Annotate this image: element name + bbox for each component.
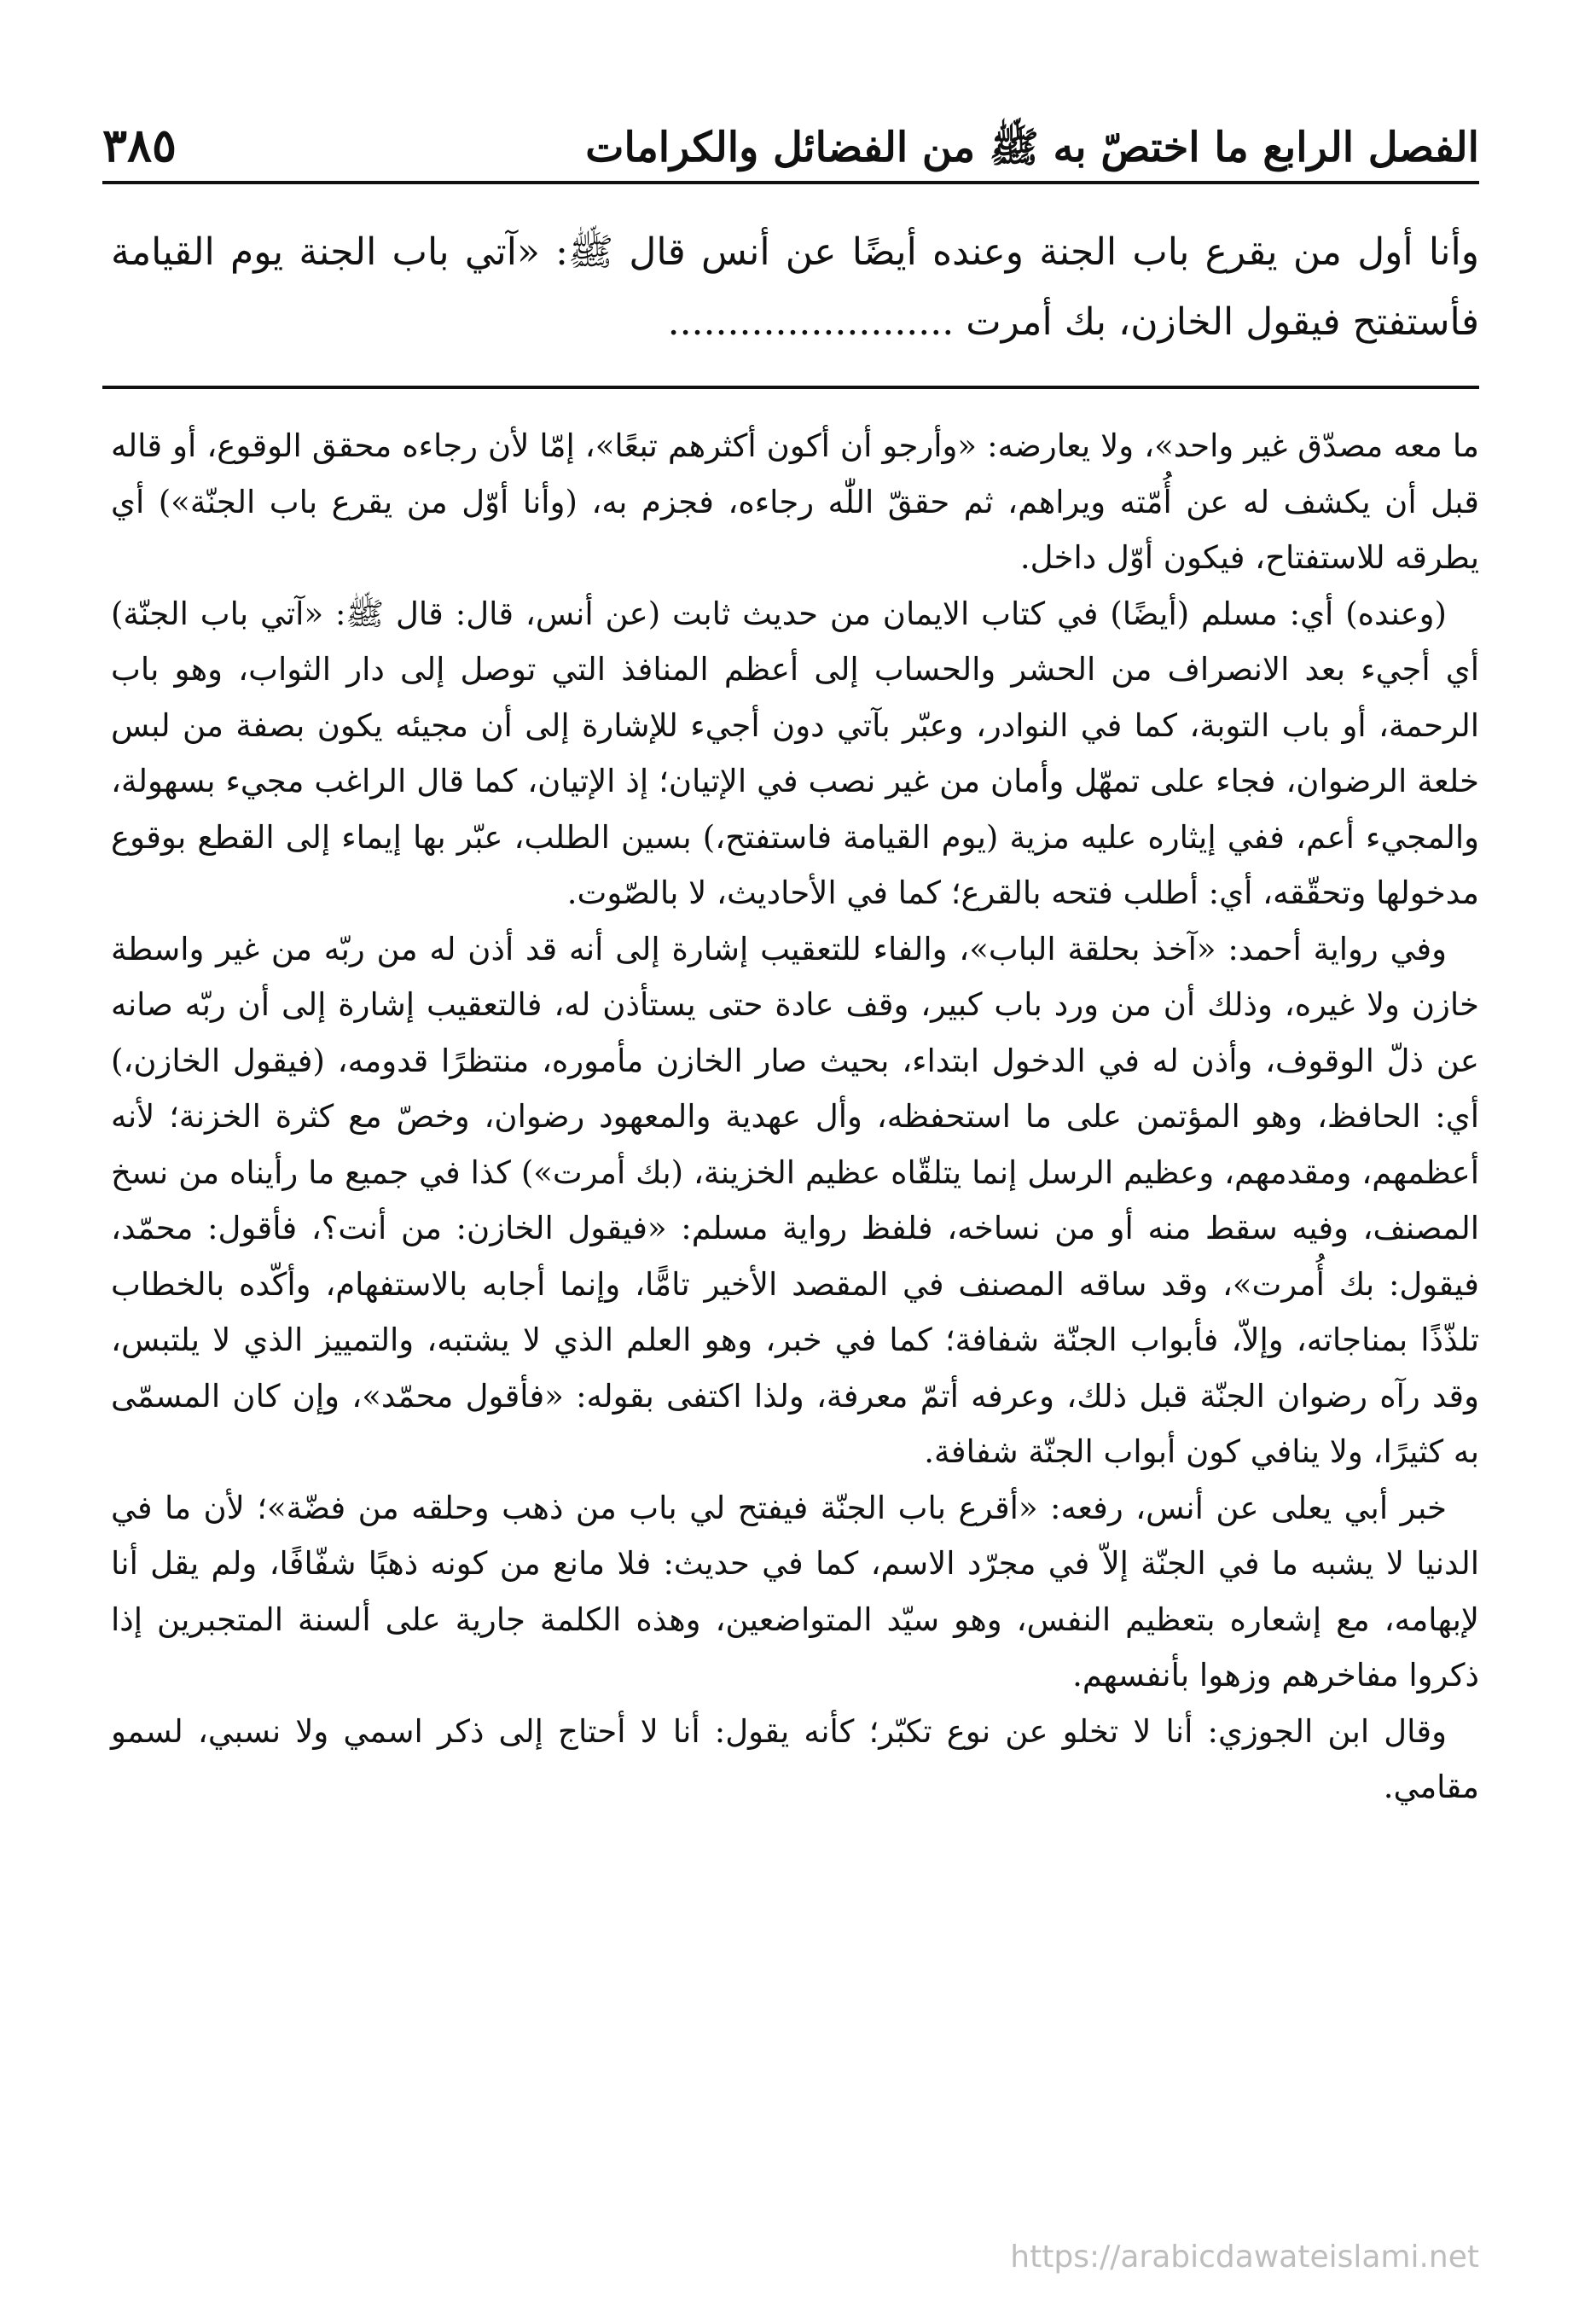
matn-text: وأنا أول من يقرع باب الجنة وعنده أيضًا عن أنس قال ﷺ: «آتي باب الجنة يوم القيامة فأستفتح فيقول الخازن، بك أمرت ........................ bbox=[111, 230, 1479, 344]
matn-divider-rule bbox=[102, 386, 1479, 389]
commentary-paragraph: ما معه مصدّق غير واحد»، ولا يعارضه: «وأرجو أن أكون أكثرهم تبعًا»، إمّا لأن رجاءه محقق الوقوع، أو قاله قبل أن يكشف له عن أُمّته ويراهم، ثم حققّ اللّٰه رجاءه، فجزم به، (وأنا أوّل من يقرع باب الجنّة») أي يطرقه للاستفتاح، فيكون أوّل داخل. bbox=[111, 427, 1479, 576]
commentary-paragraph: وفي رواية أحمد: «آخذ بحلقة الباب»، والفاء للتعقيب إشارة إلى أنه قد أذن له من ربّه من غير واسطة خازن ولا غيره، وذلك أن من ورد باب كبير، وقف عادة حتى يستأذن له، فالتعقيب إشارة إلى أن ربّه صانه عن ذلّ الوقوف، وأذن له في الدخول ابتداء، بحيث صار الخازن مأموره، منتظرًا قدومه، (فيقول الخازن،) أي: الحافظ، وهو المؤتمن على ما استحفظه، وأل عهدية والمعهود رضوان، وخصّ مع كثرة الخزنة؛ لأنه أعظمهم، ومقدمهم، وعظيم الرسل إنما يتلقّاه عظيم الخزينة، (بك أمرت») كذا في جميع ما رأيناه من نسخ المصنف، وفيه سقط منه أو من نساخه، فلفظ رواية مسلم: «فيقول الخازن: من أنت؟، فأقول: محمّد، فيقول: بك أُمرت»، وقد ساقه المصنف في المقصد الأخير تامًّا، وإنما أجابه بالاستفهام، وأكّده بالخطاب تلذّذًا بمناجاته، وإلاّ، فأبواب الجنّة شفافة؛ كما في خبر، وهو العلم الذي لا يشتبه، والتمييز الذي لا يلتبس، وقد رآه رضوان الجنّة قبل ذلك، وعرفه أتمّ معرفة، ولذا اكتفى بقوله: «فأقول محمّد»، وإن كان المسمّى به كثيرًا، ولا ينافي كون أبواب الجنّة شفافة. bbox=[111, 930, 1479, 1470]
page-header bbox=[102, 102, 1479, 171]
commentary-paragraph: وقال ابن الجوزي: أنا لا تخلو عن نوع تكبّر؛ كأنه يقول: أنا لا أحتاج إلى ذكر اسمي ولا نسبي، لسمو مقامي. bbox=[111, 1712, 1479, 1805]
commentary-paragraph: خبر أبي يعلى عن أنس، رفعه: «أقرع باب الجنّة فيفتح لي باب من ذهب وحلقه من فضّة»؛ لأن ما في الدنيا لا يشبه ما في الجنّة إلاّ في مجرّد الاسم، كما في حديث: فلا مانع من كونه ذهبًا شفّافًا، ولم يقل أنا لإبهامه، مع إشعاره بتعظيم النفس، وهو سيّد المتواضعين، وهذه الكلمة جارية على ألسنة المتجبرين إذا ذكروا مفاخرهم وزهوا بأنفسهم. bbox=[111, 1489, 1479, 1694]
running-title: الفصل الرابع ما اختصّ به ﷺ من الفضائل والكرامات bbox=[585, 124, 1479, 172]
page-number: ٣٨٥ bbox=[102, 117, 177, 172]
commentary-paragraph: (وعنده) أي: مسلم (أيضًا) في كتاب الايمان من حديث ثابت (عن أنس، قال: قال ﷺ: «آتي باب الجنّة) أي أجيء بعد الانصراف من الحشر والحساب إلى أعظم المنافذ التي توصل إلى دار الثواب، وهو باب الرحمة، أو باب التوبة، كما في النوادر، وعبّر بآتي دون أجيء للإشارة إلى أن مجيئه يكون بصفة من لبس خلعة الرضوان، فجاء على تمهّل وأمان من غير نصب في الإتيان؛ إذ الإتيان، كما قال الراغب مجيء بسهولة، والمجيء أعم، ففي إيثاره عليه مزية (يوم القيامة فاستفتح،) بسين الطلب، عبّر بها إيماء إلى القطع بوقوع مدخولها وتحقّقه، أي: أطلب فتحه بالقرع؛ كما في الأحاديث، لا بالصّوت. bbox=[111, 595, 1479, 911]
header-rule bbox=[102, 181, 1479, 184]
commentary bbox=[111, 418, 1479, 1816]
watermark: https://arabicdawateislami.net bbox=[1010, 2240, 1479, 2275]
